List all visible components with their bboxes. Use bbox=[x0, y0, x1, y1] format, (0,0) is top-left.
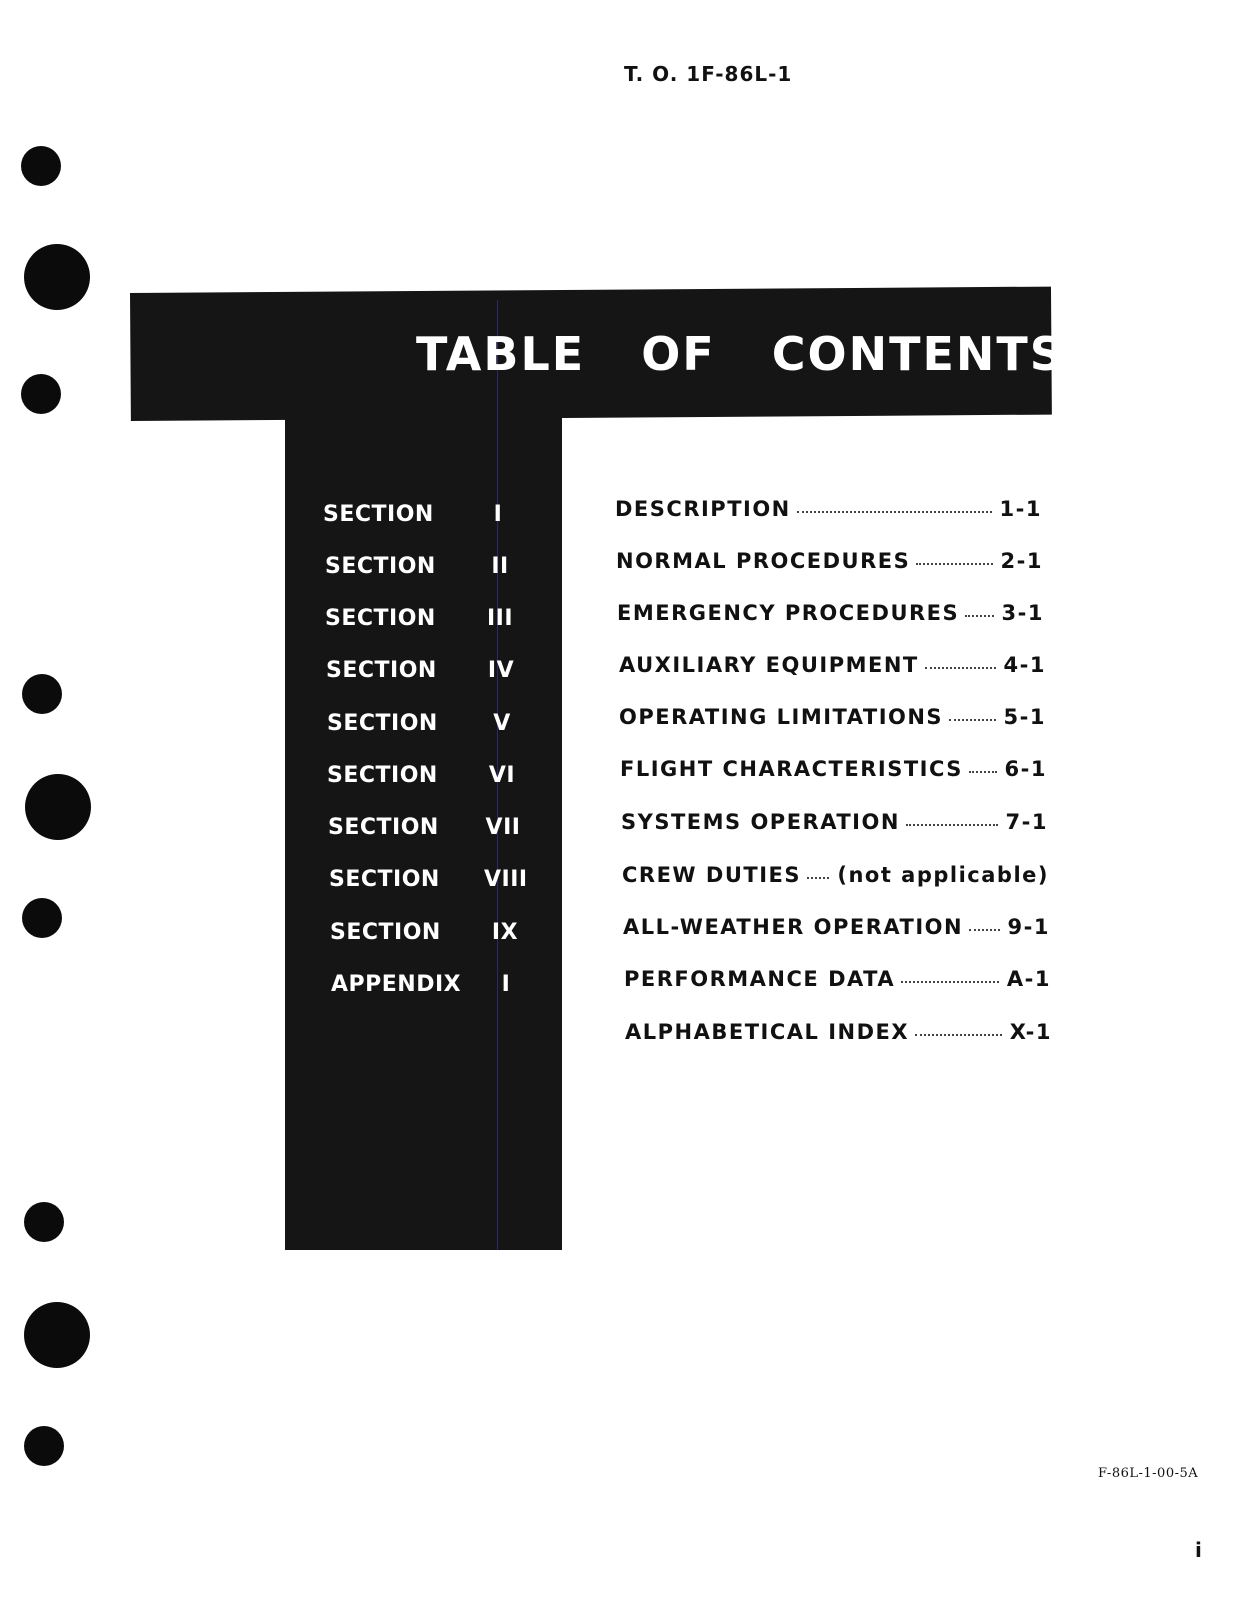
entry-page: 1-1 bbox=[999, 497, 1042, 521]
entry-title: PERFORMANCE DATA bbox=[624, 967, 896, 991]
entry-title: OPERATING LIMITATIONS bbox=[619, 705, 944, 729]
dot-leader bbox=[901, 981, 999, 983]
section-label: APPENDIX bbox=[331, 972, 462, 997]
table-of-contents-title bbox=[416, 327, 1065, 381]
dot-leader bbox=[797, 511, 992, 513]
entry-title: EMERGENCY PROCEDURES bbox=[617, 601, 960, 625]
figure-code: F-86L-1-00-5A bbox=[1098, 1466, 1199, 1481]
contents-entry[interactable] bbox=[619, 705, 1046, 735]
contents-entry[interactable] bbox=[625, 1020, 1052, 1050]
entry-title: NORMAL PROCEDURES bbox=[616, 549, 911, 573]
dot-leader bbox=[915, 1034, 1002, 1036]
section-number: IX bbox=[491, 920, 519, 945]
punch-hole bbox=[24, 1302, 90, 1368]
dot-leader bbox=[916, 563, 992, 565]
dot-leader bbox=[969, 929, 999, 931]
punch-hole bbox=[24, 1202, 64, 1242]
section-label: SECTION bbox=[326, 658, 437, 683]
entry-page: 3-1 bbox=[1001, 601, 1044, 625]
entry-page: 5-1 bbox=[1003, 705, 1046, 729]
section-number: I bbox=[501, 972, 511, 997]
section-number: V bbox=[493, 711, 511, 736]
section-label: SECTION bbox=[330, 920, 441, 945]
title-word: OF bbox=[641, 327, 716, 381]
contents-entry[interactable] bbox=[615, 497, 1042, 527]
dot-leader bbox=[969, 771, 997, 773]
entry-page: (not applicable) bbox=[837, 863, 1049, 887]
contents-entry[interactable] bbox=[620, 757, 1047, 787]
entry-page: 6-1 bbox=[1004, 757, 1047, 781]
entry-page: 9-1 bbox=[1007, 915, 1050, 939]
section-label: SECTION bbox=[327, 763, 438, 788]
contents-entry[interactable] bbox=[617, 601, 1044, 631]
entry-title: DESCRIPTION bbox=[615, 497, 791, 521]
contents-entry[interactable] bbox=[621, 810, 1048, 840]
section-label: SECTION bbox=[327, 711, 438, 736]
entry-page: 2-1 bbox=[1000, 549, 1043, 573]
punch-hole bbox=[24, 244, 90, 310]
section-number: IV bbox=[487, 658, 515, 683]
title-word: TABLE bbox=[416, 327, 586, 381]
contents-entry[interactable] bbox=[623, 915, 1050, 945]
dot-leader bbox=[949, 719, 995, 721]
dot-leader bbox=[807, 877, 829, 879]
section-label: SECTION bbox=[325, 554, 436, 579]
entry-title: AUXILIARY EQUIPMENT bbox=[619, 653, 919, 677]
section-number: VI bbox=[488, 763, 516, 788]
punch-hole bbox=[24, 1426, 64, 1466]
entry-title: FLIGHT CHARACTERISTICS bbox=[620, 757, 963, 781]
punch-hole bbox=[21, 374, 61, 414]
punch-hole bbox=[25, 774, 91, 840]
section-number: VII bbox=[485, 815, 521, 840]
entry-title: CREW DUTIES bbox=[622, 863, 801, 887]
dot-leader bbox=[965, 615, 993, 617]
title-word: CONTENTS bbox=[771, 327, 1065, 381]
section-number: VIII bbox=[484, 867, 528, 892]
section-label: SECTION bbox=[323, 502, 434, 527]
section-label: SECTION bbox=[328, 815, 439, 840]
contents-entry[interactable] bbox=[619, 653, 1046, 683]
contents-entry[interactable] bbox=[616, 549, 1043, 579]
entry-title: ALPHABETICAL INDEX bbox=[625, 1020, 910, 1044]
section-label: SECTION bbox=[329, 867, 440, 892]
entry-page: X-1 bbox=[1009, 1020, 1052, 1044]
section-number: III bbox=[486, 606, 514, 631]
section-number: II bbox=[491, 554, 509, 579]
dot-leader bbox=[925, 667, 996, 669]
entry-page: 7-1 bbox=[1005, 810, 1048, 834]
contents-entry[interactable] bbox=[624, 967, 1051, 997]
technical-order-code: T. O. 1F-86L-1 bbox=[624, 62, 793, 86]
entry-page: A-1 bbox=[1006, 967, 1051, 991]
punch-hole bbox=[21, 146, 61, 186]
section-label: SECTION bbox=[325, 606, 436, 631]
punch-hole bbox=[22, 898, 62, 938]
section-number: I bbox=[493, 502, 503, 527]
dot-leader bbox=[906, 824, 998, 826]
entry-title: SYSTEMS OPERATION bbox=[621, 810, 900, 834]
page-number: i bbox=[1195, 1538, 1202, 1562]
entry-title: ALL-WEATHER OPERATION bbox=[623, 915, 964, 939]
entry-page: 4-1 bbox=[1003, 653, 1046, 677]
punch-hole bbox=[22, 674, 62, 714]
contents-entry[interactable] bbox=[622, 863, 1049, 893]
